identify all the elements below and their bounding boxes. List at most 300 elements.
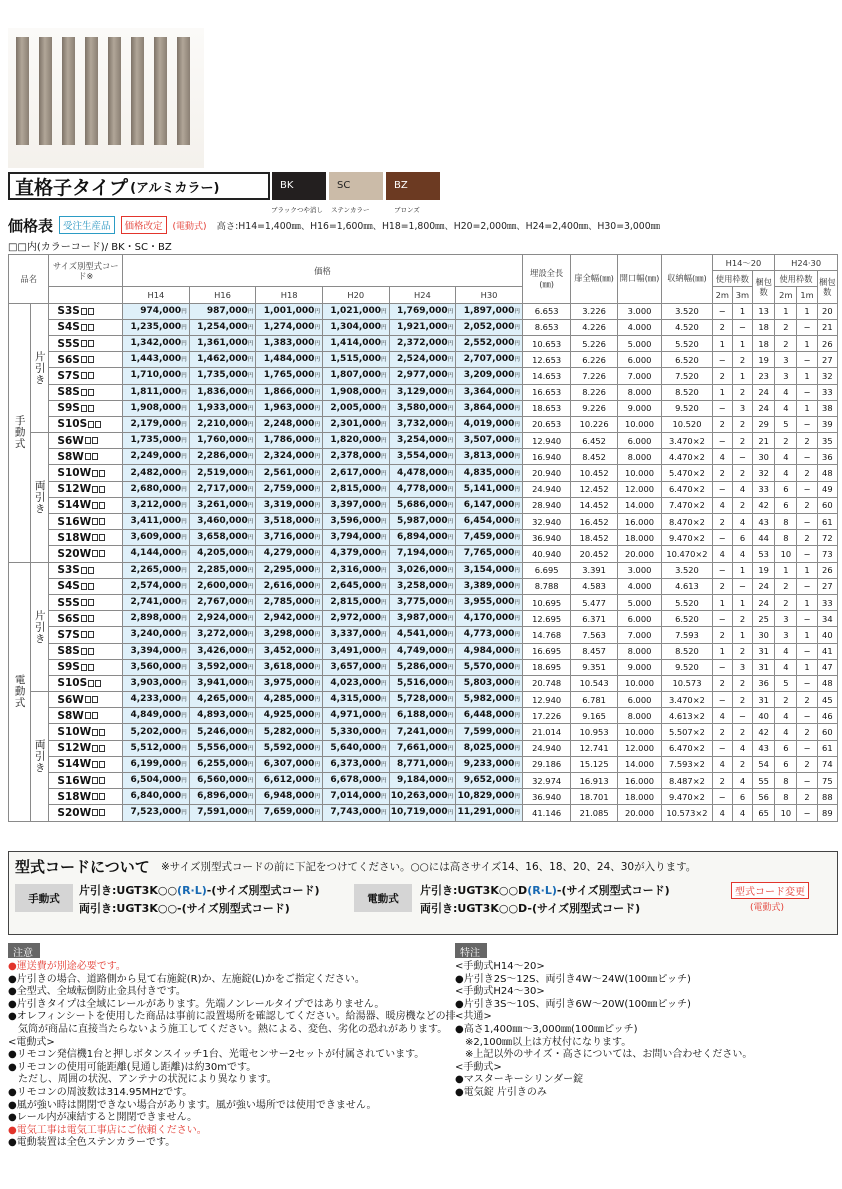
price-cell: 6,504,000円 (123, 773, 190, 789)
size-code: S4S (49, 578, 123, 594)
note-line: ※上記以外のサイズ・高さについては、お問い合わせください。 (455, 1049, 753, 1061)
count-cell: − (712, 303, 732, 319)
size-code: S7S (49, 627, 123, 643)
price-cell: 4,849,000円 (123, 708, 190, 724)
dim-cell: 20.000 (617, 546, 661, 562)
size-code: S18W (49, 530, 123, 546)
count-cell: 36 (753, 675, 775, 691)
count-cell: 2 (712, 773, 732, 789)
price-cell: 3,452,000円 (256, 643, 323, 659)
dim-cell: 6.781 (571, 692, 617, 708)
price-cell: 2,524,000円 (389, 352, 456, 368)
price-cell: 1,786,000円 (256, 433, 323, 449)
size-code: S20W (49, 546, 123, 562)
count-cell: 2 (732, 497, 752, 513)
price-cell: 2,707,000円 (456, 352, 523, 368)
count-cell: 65 (753, 805, 775, 821)
dim-cell: 24.940 (522, 481, 570, 497)
count-cell: 2 (732, 675, 752, 691)
note-line: ●電気工事は電気工事店にご依頼ください。 (8, 1124, 207, 1136)
price-cell: 2,324,000円 (256, 449, 323, 465)
size-code: S18W (49, 789, 123, 805)
table-row (9, 449, 838, 465)
price-cell: 4,170,000円 (456, 611, 523, 627)
price-cell: 10,263,000円 (389, 789, 456, 805)
price-cell: 3,154,000円 (456, 562, 523, 578)
count-cell: 8 (775, 530, 797, 546)
dim-cell: 21.014 (522, 724, 570, 740)
subgroup-1-0: 片引き (31, 562, 49, 692)
dim-cell: 5.000 (617, 594, 661, 610)
count-cell: 19 (753, 352, 775, 368)
col-maisetsu: 埋設全長(㎜) (522, 255, 570, 304)
price-cell: 6,948,000円 (256, 789, 323, 805)
count-cell: 1 (797, 562, 817, 578)
note-line: <手動式H14〜20> (455, 961, 545, 972)
electric-note: (電動式) (172, 221, 207, 232)
price-cell: 3,618,000円 (256, 659, 323, 675)
count-cell: 2 (732, 433, 752, 449)
dim-cell: 20.000 (617, 805, 661, 821)
price-cell: 1,866,000円 (256, 384, 323, 400)
count-cell: 4 (775, 400, 797, 416)
dim-cell: 5.507×2 (662, 724, 712, 740)
count-cell: 54 (753, 756, 775, 772)
count-cell: 24 (753, 384, 775, 400)
dim-cell: 10.953 (571, 724, 617, 740)
price-cell: 3,426,000円 (189, 643, 256, 659)
size-code: S20W (49, 805, 123, 821)
count-cell: 61 (817, 514, 837, 530)
price-cell: 2,249,000円 (123, 449, 190, 465)
count-cell: 2 (797, 756, 817, 772)
price-cell: 11,291,000円 (456, 805, 523, 821)
count-cell: − (712, 562, 732, 578)
size-code: S6W (49, 692, 123, 708)
dim-cell: 9.520 (662, 400, 712, 416)
features-title: 特注 (455, 943, 487, 958)
dim-cell: 10.000 (617, 465, 661, 481)
count-cell: 2 (797, 789, 817, 805)
price-cell: 1,383,000円 (256, 335, 323, 351)
price-cell: 7,765,000円 (456, 546, 523, 562)
dim-cell: 10.695 (522, 594, 570, 610)
price-cell: 1,484,000円 (256, 352, 323, 368)
note-line: ●レール内が凍結すると開閉できません。 (8, 1112, 198, 1124)
note-line: ●電気錠 片引きのみ (455, 1086, 547, 1098)
size-code: S12W (49, 481, 123, 497)
table-row (9, 514, 838, 530)
count-cell: 6 (775, 481, 797, 497)
count-cell: 18 (753, 319, 775, 335)
count-cell: 6 (732, 530, 752, 546)
count-cell: 1 (732, 368, 752, 384)
product-photo (8, 28, 204, 168)
price-cell: 4,971,000円 (322, 708, 389, 724)
price-cell: 3,864,000円 (456, 400, 523, 416)
group-0: 手動式 (9, 303, 31, 562)
dim-cell: 12.653 (522, 352, 570, 368)
price-cell: 6,307,000円 (256, 756, 323, 772)
dim-cell: 5.520 (662, 335, 712, 351)
price-cell: 1,760,000円 (189, 433, 256, 449)
price-cell: 6,840,000円 (123, 789, 190, 805)
size-code: S9S (49, 659, 123, 675)
count-cell: 1 (797, 335, 817, 351)
price-cell: 5,141,000円 (456, 481, 523, 497)
col-h20: H20 (322, 287, 389, 303)
dim-cell: 8.000 (617, 643, 661, 659)
price-cell: 8,771,000円 (389, 756, 456, 772)
count-cell: 43 (753, 740, 775, 756)
count-cell: − (797, 514, 817, 530)
count-cell: − (797, 611, 817, 627)
size-code: S8S (49, 384, 123, 400)
count-cell: 32 (817, 368, 837, 384)
count-cell: 2 (712, 416, 732, 432)
count-cell: − (732, 708, 752, 724)
note-line: <共通> (455, 1011, 492, 1023)
dim-cell: 20.940 (522, 465, 570, 481)
count-cell: 4 (775, 465, 797, 481)
dim-cell: 36.940 (522, 530, 570, 546)
price-cell: 2,767,000円 (189, 594, 256, 610)
price-cell: 1,836,000円 (189, 384, 256, 400)
dim-cell: 18.653 (522, 400, 570, 416)
dim-cell: 6.000 (617, 611, 661, 627)
dim-cell: 8.520 (662, 384, 712, 400)
count-cell: 72 (817, 530, 837, 546)
price-cell: 5,512,000円 (123, 740, 190, 756)
col-hinmei: 品名 (9, 255, 49, 304)
price-cell: 2,645,000円 (322, 578, 389, 594)
count-cell: 19 (753, 562, 775, 578)
dim-cell: 7.593 (662, 627, 712, 643)
dim-cell: 10.000 (617, 724, 661, 740)
heights-note: 高さ:H14=1,400㎜、H16=1,600㎜、H18=1,800㎜、H20=2,000㎜、H24=2,400㎜、H30=3,000㎜ (216, 221, 660, 232)
product-title-box (8, 172, 270, 200)
note-line: ●片引きタイプは全域にレールがあります。先端ノンレールタイプではありません。 (8, 998, 385, 1010)
table-row (9, 611, 838, 627)
price-cell: 2,301,000円 (322, 416, 389, 432)
count-cell: 88 (817, 789, 837, 805)
price-cell: 10,719,000円 (389, 805, 456, 821)
price-cell: 1,443,000円 (123, 352, 190, 368)
count-cell: 4 (712, 449, 732, 465)
count-cell: 2 (732, 692, 752, 708)
note-line: ●マスターキーシリンダー錠 (455, 1074, 584, 1086)
count-cell: − (712, 400, 732, 416)
dim-cell: 7.520 (662, 368, 712, 384)
notes-list (8, 961, 456, 1150)
count-cell: 1 (797, 400, 817, 416)
dim-cell: 20.653 (522, 416, 570, 432)
price-cell: 6,560,000円 (189, 773, 256, 789)
price-cell: 1,908,000円 (123, 400, 190, 416)
dim-cell: 12.000 (617, 481, 661, 497)
dim-cell: 10.226 (571, 416, 617, 432)
price-cell: 3,240,000円 (123, 627, 190, 643)
count-cell: 2 (712, 319, 732, 335)
price-cell: 1,021,000円 (322, 303, 389, 319)
price-cell: 6,612,000円 (256, 773, 323, 789)
count-cell: 48 (817, 675, 837, 691)
price-cell: 3,794,000円 (322, 530, 389, 546)
count-cell: 47 (817, 659, 837, 675)
count-cell: 6 (775, 756, 797, 772)
count-cell: 2 (712, 724, 732, 740)
count-cell: 2 (732, 384, 752, 400)
size-code: S4S (49, 319, 123, 335)
count-cell: 2 (775, 433, 797, 449)
dim-cell: 8.000 (617, 708, 661, 724)
count-cell: 4 (712, 546, 732, 562)
color-swatch-sc: SC (329, 172, 383, 200)
count-cell: 2 (712, 627, 732, 643)
price-cell: 3,518,000円 (256, 514, 323, 530)
count-cell: 6 (732, 789, 752, 805)
dim-cell: 8.000 (617, 384, 661, 400)
price-cell: 5,516,000円 (389, 675, 456, 691)
col-h30: H30 (456, 287, 523, 303)
table-row (9, 773, 838, 789)
count-cell: 2 (712, 578, 732, 594)
price-cell: 4,019,000円 (456, 416, 523, 432)
count-cell: 29 (753, 416, 775, 432)
count-cell: − (732, 578, 752, 594)
count-cell: 55 (753, 773, 775, 789)
price-cell: 2,616,000円 (256, 578, 323, 594)
size-code: S10S (49, 416, 123, 432)
price-cell: 3,596,000円 (322, 514, 389, 530)
dim-cell: 3.470×2 (662, 692, 712, 708)
dim-cell: 15.125 (571, 756, 617, 772)
dim-cell: 6.520 (662, 611, 712, 627)
dim-cell: 12.940 (522, 692, 570, 708)
count-cell: 45 (817, 692, 837, 708)
dim-cell: 4.583 (571, 578, 617, 594)
count-cell: − (732, 449, 752, 465)
price-cell: 6,188,000円 (389, 708, 456, 724)
price-cell: 5,728,000円 (389, 692, 456, 708)
dim-cell: 5.226 (571, 335, 617, 351)
color-swatch-bz: BZ (386, 172, 440, 200)
count-cell: 4 (732, 546, 752, 562)
dim-cell: 9.000 (617, 400, 661, 416)
count-cell: − (712, 433, 732, 449)
dim-cell: 16.653 (522, 384, 570, 400)
dim-cell: 7.000 (617, 368, 661, 384)
count-cell: 41 (817, 643, 837, 659)
price-cell: 5,282,000円 (256, 724, 323, 740)
dim-cell: 10.573 (662, 675, 712, 691)
slat-7 (154, 37, 167, 145)
price-cell: 1,921,000円 (389, 319, 456, 335)
note-line: <手動式> (455, 1061, 502, 1073)
count-cell: 60 (817, 724, 837, 740)
count-cell: − (797, 675, 817, 691)
count-cell: 40 (753, 708, 775, 724)
price-cell: 4,925,000円 (256, 708, 323, 724)
price-cell: 7,591,000円 (189, 805, 256, 821)
count-cell: 33 (817, 594, 837, 610)
price-cell: 1,933,000円 (189, 400, 256, 416)
count-cell: 24 (753, 578, 775, 594)
price-cell: 3,554,000円 (389, 449, 456, 465)
price-cell: 2,680,000円 (123, 481, 190, 497)
note-line: ●リモコンの周波数は314.95MHzです。 (8, 1086, 193, 1098)
note-line: ●リモコンの使用可能距離(見通し距離)は約30mです。 (8, 1061, 257, 1073)
col-2m-a: 2m (712, 287, 732, 303)
count-cell: 39 (817, 416, 837, 432)
size-code: S10W (49, 724, 123, 740)
price-cell: 4,265,000円 (189, 692, 256, 708)
dim-cell: 29.186 (522, 756, 570, 772)
col-h1420: H14〜20 (712, 255, 775, 271)
price-cell: 3,716,000円 (256, 530, 323, 546)
price-cell: 3,941,000円 (189, 675, 256, 691)
price-cell: 4,205,000円 (189, 546, 256, 562)
count-cell: 2 (797, 497, 817, 513)
count-cell: 4 (712, 756, 732, 772)
price-cell: 5,246,000円 (189, 724, 256, 740)
price-cell: 2,179,000円 (123, 416, 190, 432)
type-code-note: ※サイズ別型式コードの前に下記をつけてください。○○には高さサイズ14、16、18、20、24、30が入ります。 (161, 861, 697, 873)
count-cell: − (712, 659, 732, 675)
price-cell: 7,743,000円 (322, 805, 389, 821)
price-cell: 2,372,000円 (389, 335, 456, 351)
dim-cell: 14.000 (617, 497, 661, 513)
price-cell: 2,248,000円 (256, 416, 323, 432)
count-cell: 60 (817, 497, 837, 513)
price-cell: 6,454,000円 (456, 514, 523, 530)
count-cell: 89 (817, 805, 837, 821)
count-cell: 33 (817, 384, 837, 400)
count-cell: 1 (775, 303, 797, 319)
price-cell: 9,184,000円 (389, 773, 456, 789)
price-cell: 3,813,000円 (456, 449, 523, 465)
slat-8 (177, 37, 190, 145)
price-cell: 6,678,000円 (322, 773, 389, 789)
price-cell: 2,316,000円 (322, 562, 389, 578)
dim-cell: 18.695 (522, 659, 570, 675)
price-cell: 2,617,000円 (322, 465, 389, 481)
count-cell: 24 (753, 594, 775, 610)
count-cell: 6 (775, 497, 797, 513)
price-cell: 3,298,000円 (256, 627, 323, 643)
count-cell: 4 (775, 724, 797, 740)
price-cell: 1,414,000円 (322, 335, 389, 351)
dim-cell: 6.653 (522, 303, 570, 319)
dim-cell: 28.940 (522, 497, 570, 513)
col-h14: H14 (123, 287, 190, 303)
count-cell: 26 (817, 335, 837, 351)
price-cell: 3,975,000円 (256, 675, 323, 691)
price-cell: 3,212,000円 (123, 497, 190, 513)
note-line: ●オレフィンシートを使用した商品は事前に設置場所を確認してください。給湯器、暖房機などの排 (8, 1011, 456, 1023)
price-cell: 9,652,000円 (456, 773, 523, 789)
dim-cell: 4.613×2 (662, 708, 712, 724)
price-cell: 5,803,000円 (456, 675, 523, 691)
count-cell: 1 (797, 659, 817, 675)
price-cell: 5,987,000円 (389, 514, 456, 530)
count-cell: 33 (753, 481, 775, 497)
table-row (9, 368, 838, 384)
type-code-change-badge: 型式コード変更 (731, 882, 809, 899)
count-cell: − (797, 740, 817, 756)
price-cell: 5,556,000円 (189, 740, 256, 756)
dim-cell: 9.470×2 (662, 789, 712, 805)
dim-cell: 16.695 (522, 643, 570, 659)
col-konpo-2: 梱包数 (817, 271, 837, 303)
slat-6 (131, 37, 144, 145)
count-cell: 8 (775, 773, 797, 789)
slat-1 (16, 37, 29, 145)
count-cell: 4 (732, 514, 752, 530)
price-cell: 6,896,000円 (189, 789, 256, 805)
table-row (9, 465, 838, 481)
dim-cell: 9.470×2 (662, 530, 712, 546)
table-row (9, 692, 838, 708)
note-line: ●片引き2S〜12S、両引き4W〜24W(100㎜ピッチ) (455, 973, 691, 985)
dim-cell: 9.351 (571, 659, 617, 675)
subgroup-0-1: 両引き (31, 433, 49, 563)
price-cell: 4,379,000円 (322, 546, 389, 562)
price-cell: 3,394,000円 (123, 643, 190, 659)
price-cell: 2,552,000円 (456, 335, 523, 351)
price-change-badge: 価格改定 (121, 216, 167, 234)
dim-cell: 14.000 (617, 756, 661, 772)
table-row (9, 594, 838, 610)
dim-cell: 10.573×2 (662, 805, 712, 821)
color-label-bk: ブラックつや消し (271, 206, 323, 214)
count-cell: 10 (775, 805, 797, 821)
dim-cell: 5.477 (571, 594, 617, 610)
price-cell: 3,129,000円 (389, 384, 456, 400)
price-cell: 4,541,000円 (389, 627, 456, 643)
color-label-bz: ブロンズ (394, 206, 420, 214)
price-cell: 3,258,000円 (389, 578, 456, 594)
price-cell: 2,898,000円 (123, 611, 190, 627)
price-cell: 3,507,000円 (456, 433, 523, 449)
count-cell: 4 (732, 740, 752, 756)
count-cell: 2 (775, 692, 797, 708)
dim-cell: 7.563 (571, 627, 617, 643)
dim-cell: 12.695 (522, 611, 570, 627)
count-cell: 2 (732, 352, 752, 368)
count-cell: − (797, 352, 817, 368)
count-cell: 2 (732, 416, 752, 432)
price-cell: 2,977,000円 (389, 368, 456, 384)
price-cell: 1,462,000円 (189, 352, 256, 368)
price-cell: 3,254,000円 (389, 433, 456, 449)
table-row (9, 659, 838, 675)
price-cell: 3,411,000円 (123, 514, 190, 530)
count-cell: 2 (732, 724, 752, 740)
note-line: ただし、周囲の状況、アンテナの状況により異なります。 (8, 1074, 277, 1086)
note-line: ●片引きの場合、道路側から見て右施錠(R)か、左施錠(L)かをご指定ください。 (8, 973, 365, 985)
count-cell: 2 (712, 465, 732, 481)
count-cell: 34 (817, 611, 837, 627)
dim-cell: 6.371 (571, 611, 617, 627)
dim-cell: 16.940 (522, 449, 570, 465)
count-cell: 3 (732, 659, 752, 675)
table-row (9, 578, 838, 594)
size-code: S5S (49, 594, 123, 610)
price-cell: 1,361,000円 (189, 335, 256, 351)
count-cell: 6 (775, 740, 797, 756)
price-cell: 7,659,000円 (256, 805, 323, 821)
